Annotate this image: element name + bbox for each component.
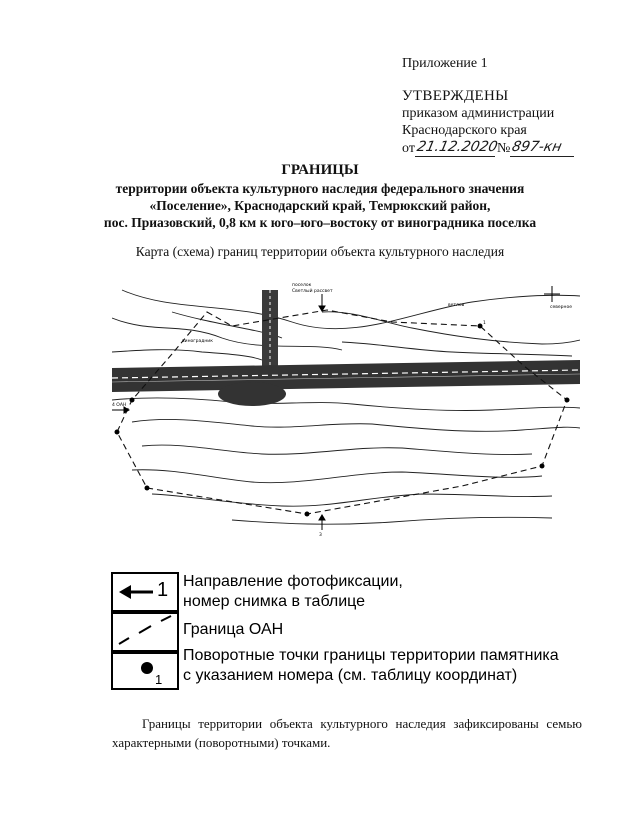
boundary-point — [565, 398, 570, 403]
legend-arrow-symbol — [111, 572, 179, 612]
legend-photo-line-1: Направление фотофиксации, — [183, 573, 403, 590]
approved-title: УТВЕРЖДЕНЫ — [402, 88, 509, 104]
boundary-point — [478, 324, 483, 329]
date-prefix: от — [402, 141, 415, 156]
approved-line-3: Краснодарского края — [402, 123, 527, 138]
annex-label: Приложение 1 — [402, 56, 488, 71]
subtitle-line-2: «Поселение», Краснодарский край, Темрюкский район, — [149, 198, 491, 213]
dashed-line-icon — [113, 614, 177, 650]
legend-photo-line-2: номер снимка в таблице — [183, 593, 366, 610]
map-label-vineyard: виноградник — [182, 339, 213, 344]
legend-point-symbol — [111, 652, 179, 690]
map-label-settlement: поселок — [292, 283, 312, 288]
number-prefix: № — [496, 141, 511, 156]
boundary-point — [115, 430, 120, 435]
approval-block — [402, 88, 574, 157]
legend-boundary-line-1: Граница ОАН — [183, 621, 284, 638]
horizontal-road — [112, 360, 580, 392]
legend-boundary-symbol — [111, 612, 179, 652]
subtitle-line-3: пос. Приазовский, 0,8 км к юго–юго–востоку от виноградника поселка — [103, 215, 537, 230]
north-arrow-icon — [544, 286, 560, 302]
boundary-point — [305, 512, 310, 517]
date-number-line — [402, 139, 574, 157]
map-caption: Карта (схема) границ территории объекта культурного наследия — [135, 244, 505, 259]
map-point-3: 3 — [319, 533, 322, 536]
map-label-settlement-2: Светлый рассвет — [292, 289, 333, 294]
boundary-point — [130, 398, 135, 403]
legend-arrow-number: 1 — [157, 579, 169, 601]
approved-line-2: приказом администрации — [402, 106, 555, 121]
map-point-1: 1 — [483, 321, 486, 326]
legend-item-photo — [183, 572, 403, 612]
map-label-north: северное — [550, 305, 572, 310]
contour-lines — [112, 290, 580, 524]
legend-point-number: 1 — [155, 672, 163, 687]
boundary-map — [112, 282, 580, 536]
legend-item-boundary — [183, 620, 283, 640]
filled-circle-icon — [113, 654, 177, 688]
document-title: ГРАНИЦЫ — [281, 162, 359, 178]
road-embankment — [218, 382, 286, 406]
document-subtitle — [0, 180, 640, 231]
map-label-right: ветлов — [448, 303, 465, 308]
boundary-point — [145, 486, 150, 491]
photo-arrows — [112, 294, 325, 530]
map-label-west: 4 ОАН — [112, 403, 127, 408]
subtitle-line-1: территории объекта культурного наследия федерального значения — [115, 181, 525, 196]
handwritten-number: 897-кн — [510, 139, 564, 155]
handwritten-date: 21.12.2020 — [415, 139, 499, 155]
footer-paragraph: Границы территории объекта культурного наследия зафиксированы семью характерными (поворотными) точками. — [112, 716, 582, 750]
boundary-point — [540, 464, 545, 469]
legend-item-points — [183, 646, 559, 686]
legend-points-line-1: Поворотные точки границы территории памятника — [183, 647, 559, 664]
legend-points-line-2: с указанием номера (см. таблицу координат) — [183, 667, 518, 684]
